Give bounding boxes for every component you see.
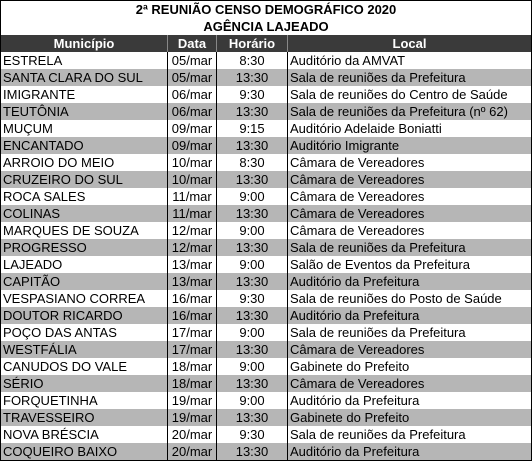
horario-cell: 8:30 — [217, 154, 288, 171]
table-row — [1, 120, 531, 137]
data-cell: 11/mar — [168, 188, 217, 205]
table-row — [1, 188, 531, 205]
local-cell: Sala de reuniões do Centro de Saúde — [290, 87, 508, 102]
local-cell: Sala de reuniões da Prefeitura — [290, 325, 466, 340]
local-cell: Câmara de Vereadores — [290, 155, 425, 170]
header-local: Local — [392, 36, 427, 51]
municipio-cell: ROCA SALES — [1, 188, 168, 205]
local-cell: Auditório da AMVAT — [290, 53, 406, 68]
table-body — [1, 52, 531, 460]
table-row — [1, 392, 531, 409]
local-cell: Auditório da Prefeitura — [290, 393, 420, 408]
municipio-cell: CANUDOS DO VALE — [1, 358, 168, 375]
header-data: Data — [168, 35, 217, 52]
municipio-cell: MARQUES DE SOUZA — [1, 222, 168, 239]
data-cell: 16/mar — [168, 290, 217, 307]
local-cell: Sala de reuniões da Prefeitura — [290, 427, 466, 442]
horario-cell: 9:00 — [217, 188, 288, 205]
local-cell: Sala de reuniões da Prefeitura — [290, 240, 466, 255]
table-row — [1, 137, 531, 154]
data-cell: 20/mar — [168, 426, 217, 443]
data-cell: 17/mar — [168, 324, 217, 341]
horario-cell: 9:30 — [217, 86, 288, 103]
data-cell: 16/mar — [168, 307, 217, 324]
data-cell: 11/mar — [168, 205, 217, 222]
table-row — [1, 443, 531, 460]
municipio-cell: COLINAS — [1, 205, 168, 222]
table-row — [1, 375, 531, 392]
local-cell: Câmara de Vereadores — [290, 172, 425, 187]
horario-cell: 13:30 — [217, 103, 288, 120]
table-row — [1, 256, 531, 273]
data-cell: 13/mar — [168, 256, 217, 273]
local-cell: Câmara de Vereadores — [290, 189, 425, 204]
horario-cell: 9:00 — [217, 358, 288, 375]
municipio-cell: ENCANTADO — [1, 137, 168, 154]
table-row — [1, 154, 531, 171]
municipio-cell: TRAVESSEIRO — [1, 409, 168, 426]
municipio-cell: NOVA BRÉSCIA — [1, 426, 168, 443]
local-cell: Gabinete do Prefeito — [290, 410, 410, 425]
horario-cell: 9:00 — [217, 222, 288, 239]
data-cell: 20/mar — [168, 443, 217, 460]
data-cell: 12/mar — [168, 222, 217, 239]
data-cell: 10/mar — [168, 154, 217, 171]
table-row — [1, 324, 531, 341]
local-cell: Câmara de Vereadores — [290, 342, 425, 357]
horario-cell: 13:30 — [217, 205, 288, 222]
sheet-title: 2ª REUNIÃO CENSO DEMOGRÁFICO 2020 — [135, 2, 397, 17]
data-cell: 06/mar — [168, 103, 217, 120]
local-cell: Auditório Adelaide Boniatti — [290, 121, 442, 136]
data-cell: 18/mar — [168, 375, 217, 392]
local-cell: Auditório da Prefeitura — [290, 308, 420, 323]
horario-cell: 13:30 — [217, 137, 288, 154]
table-row — [1, 86, 531, 103]
local-cell: Auditório da Prefeitura — [290, 444, 420, 459]
local-cell: Câmara de Vereadores — [290, 206, 425, 221]
horario-cell: 9:30 — [217, 290, 288, 307]
table-row — [1, 273, 531, 290]
municipio-cell: IMIGRANTE — [1, 86, 168, 103]
header-municipio: Município — [1, 35, 168, 52]
local-cell: Gabinete do Prefeito — [290, 359, 410, 374]
horario-cell: 9:00 — [217, 256, 288, 273]
table-row — [1, 426, 531, 443]
local-cell: Câmara de Vereadores — [290, 376, 425, 391]
horario-cell: 13:30 — [217, 273, 288, 290]
table-row — [1, 290, 531, 307]
horario-cell: 13:30 — [217, 171, 288, 188]
table-row — [1, 307, 531, 324]
local-cell: Salão de Eventos da Prefeitura — [290, 257, 470, 272]
table-row — [1, 205, 531, 222]
table-row — [1, 222, 531, 239]
data-cell: 18/mar — [168, 358, 217, 375]
local-cell: Câmara de Vereadores — [290, 223, 425, 238]
data-cell: 13/mar — [168, 273, 217, 290]
horario-cell: 13:30 — [217, 341, 288, 358]
header-horario: Horário — [217, 35, 288, 52]
data-cell: 17/mar — [168, 341, 217, 358]
table-row — [1, 52, 531, 69]
municipio-cell: LAJEADO — [1, 256, 168, 273]
municipio-cell: DOUTOR RICARDO — [1, 307, 168, 324]
municipio-cell: VESPASIANO CORREA — [1, 290, 168, 307]
table-header — [1, 35, 531, 52]
horario-cell: 13:30 — [217, 375, 288, 392]
local-cell: Sala de reuniões da Prefeitura — [290, 70, 466, 85]
local-cell: Auditório Imigrante — [290, 138, 400, 153]
horario-cell: 9:00 — [217, 324, 288, 341]
table-row — [1, 239, 531, 256]
data-cell: 19/mar — [168, 409, 217, 426]
municipio-cell: SANTA CLARA DO SUL — [1, 69, 168, 86]
municipio-cell: ESTRELA — [1, 52, 168, 69]
data-cell: 10/mar — [168, 171, 217, 188]
municipio-cell: FORQUETINHA — [1, 392, 168, 409]
local-cell: Sala de reuniões da Prefeitura (nº 62) — [290, 104, 508, 119]
municipio-cell: COQUEIRO BAIXO — [1, 443, 168, 460]
data-cell: 05/mar — [168, 52, 217, 69]
table-row — [1, 103, 531, 120]
municipio-cell: CRUZEIRO DO SUL — [1, 171, 168, 188]
horario-cell: 13:30 — [217, 307, 288, 324]
data-cell: 09/mar — [168, 137, 217, 154]
horario-cell: 13:30 — [217, 239, 288, 256]
table-row — [1, 409, 531, 426]
horario-cell: 9:00 — [217, 392, 288, 409]
horario-cell: 13:30 — [217, 443, 288, 460]
municipio-cell: WESTFÁLIA — [1, 341, 168, 358]
data-cell: 05/mar — [168, 69, 217, 86]
horario-cell: 13:30 — [217, 409, 288, 426]
municipio-cell: ARROIO DO MEIO — [1, 154, 168, 171]
municipio-cell: PROGRESSO — [1, 239, 168, 256]
horario-cell: 13:30 — [217, 69, 288, 86]
table-row — [1, 358, 531, 375]
data-cell: 12/mar — [168, 239, 217, 256]
municipio-cell: TEUTÔNIA — [1, 103, 168, 120]
horario-cell: 9:15 — [217, 120, 288, 137]
horario-cell: 9:30 — [217, 426, 288, 443]
municipio-cell: CAPITÃO — [1, 273, 168, 290]
data-cell: 06/mar — [168, 86, 217, 103]
table-row — [1, 171, 531, 188]
table-row — [1, 69, 531, 86]
local-cell: Sala de reuniões do Posto de Saúde — [290, 291, 502, 306]
municipio-cell: SÉRIO — [1, 375, 168, 392]
sheet-subtitle: AGÊNCIA LAJEADO — [203, 19, 329, 34]
local-cell: Auditório da Prefeitura — [290, 274, 420, 289]
data-cell: 09/mar — [168, 120, 217, 137]
municipio-cell: MUÇUM — [1, 120, 168, 137]
municipio-cell: POÇO DAS ANTAS — [1, 324, 168, 341]
table-row — [1, 341, 531, 358]
data-cell: 19/mar — [168, 392, 217, 409]
horario-cell: 8:30 — [217, 52, 288, 69]
